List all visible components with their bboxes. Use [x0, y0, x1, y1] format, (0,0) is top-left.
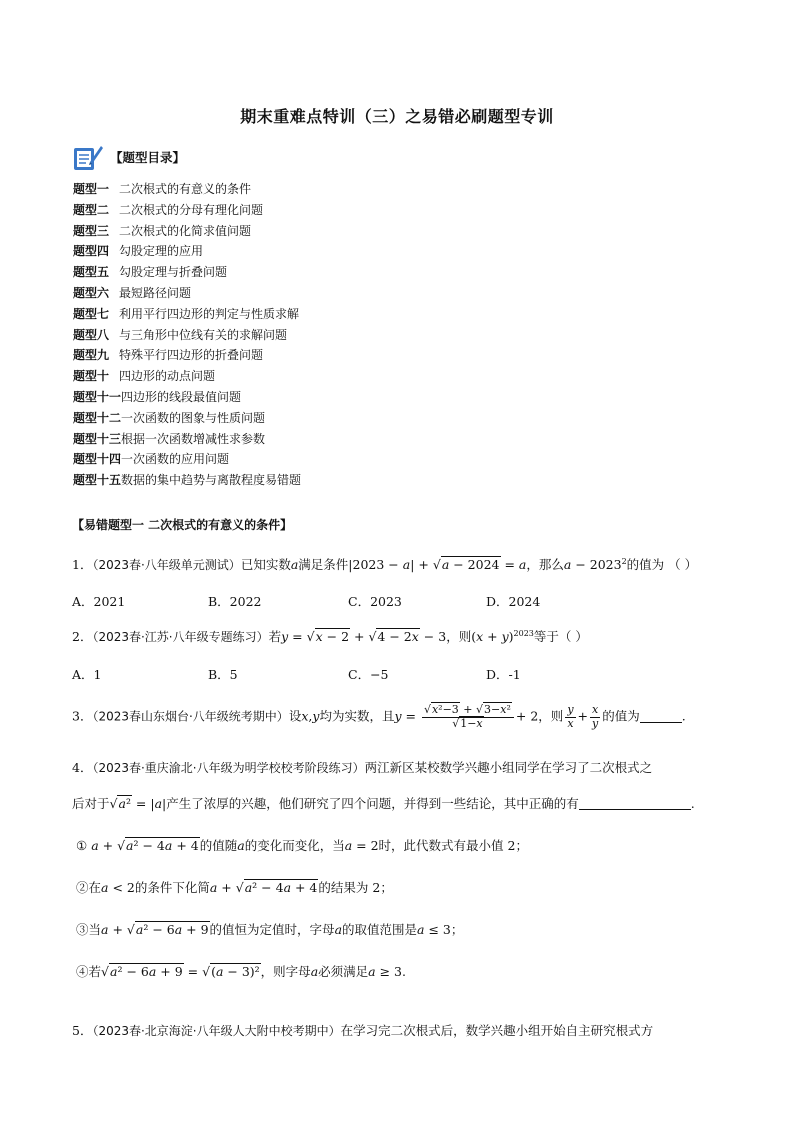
page-title: 期末重难点特训（三）之易错必刷题型专训 [240, 107, 554, 126]
q4-statement-1: ① a + √a² − 4a + 4的值随a的变化而变化，当a = 2时，此代数式有最小值 2； [76, 838, 528, 853]
toc-item: 题型四 勾股定理的应用 [73, 244, 204, 259]
question-3: 3．（2023春山东烟台·八年级统考期中）设x,y均为实数，且y = $\frac{\text{√x²−3 + √3−x²}}{√1-x}$ + 2，则 $\frac{y}{x}$ + $\frac{x}{y}$ 的值为 . [72, 703, 686, 730]
toc-item: 题型一 二次根式的有意义的条件 [73, 182, 252, 196]
toc-heading [72, 142, 185, 172]
toc-item: 题型七 利用平行四边形的判定与性质求解 [73, 306, 300, 321]
q1-option-a: A．2021 [72, 594, 126, 609]
toc-item: 题型六 最短路径问题 [73, 285, 192, 300]
q2-option-b: B．5 [208, 667, 238, 682]
q2-option-d: D．-1 [486, 667, 521, 682]
toc-item: 题型十五数据的集中趋势与离散程度易错题 [73, 473, 302, 488]
section-heading: 【易错题型一 二次根式的有意义的条件】 [72, 518, 293, 532]
q2-option-a: A．1 [72, 667, 102, 682]
toc-item: 题型九 特殊平行四边形的折叠问题 [73, 348, 264, 363]
q1-option-b: B．2022 [208, 594, 262, 609]
question-5: 5．（2023春·北京海淀·八年级人大附中校考期中）在学习完二次根式后，数学兴趣小组开始自主研究根式方 [72, 1023, 654, 1038]
toc-item: 题型十三根据一次函数增减性求参数 [73, 431, 266, 446]
toc-item: 题型十四一次函数的应用问题 [73, 452, 230, 467]
toc-item: 题型五 勾股定理与折叠问题 [73, 265, 228, 280]
q4-statement-3: ③当a + √a² − 6a + 9的值恒为定值时，字母a的取值范围是a ≤ 3； [76, 922, 464, 937]
q1-option-d: D．2024 [486, 594, 541, 609]
question-4-line-2: 后对于√a² = |a|产生了浓厚的兴趣，他们研究了四个问题，并得到一些结论，其中正确的有 . [72, 796, 695, 811]
toc-list [73, 179, 301, 491]
toc-item: 题型十二一次函数的图象与性质问题 [73, 410, 266, 425]
q2-option-c: C．−5 [348, 667, 389, 682]
toc-item: 题型二 二次根式的分母有理化问题 [73, 202, 264, 217]
question-2: 2．（2023春·江苏·八年级专题练习）若y = √x − 2 + √4 − 2x − 3，则$(x + y)^{2023}$等于（ ） [72, 628, 588, 644]
toc-item: 题型三 二次根式的化简求值问题 [73, 223, 252, 238]
toc-item: 题型十一四边形的线段最值问题 [73, 389, 242, 404]
toc-item: 题型八 与三角形中位线有关的求解问题 [73, 327, 288, 342]
toc-item: 题型十 四边形的动点问题 [73, 369, 216, 384]
question-4: 4．（2023春·重庆渝北·八年级为明学校校考阶段练习）两江新区某校数学兴趣小组同学在学习了二次根式之 [72, 760, 653, 775]
q1-option-c: C．2023 [348, 594, 402, 609]
question-1: 1．（2023春·八年级单元测试）已知实数a满足条件|2023 − a| + √a − 2024 = a，那么$a - 2023^2$的值为 （ ） [72, 556, 698, 572]
q4-statement-2: ②在a < 2的条件下化简a + √a² − 4a + 4的结果为 2； [76, 880, 393, 895]
toc-heading-label: 【题型目录】 [110, 150, 186, 165]
q4-statement-4: ④若√a² − 6a + 9 = √(a − 3)²，则字母a必须满足a ≥ 3. [76, 964, 406, 979]
notebook-pen-icon [72, 142, 104, 172]
